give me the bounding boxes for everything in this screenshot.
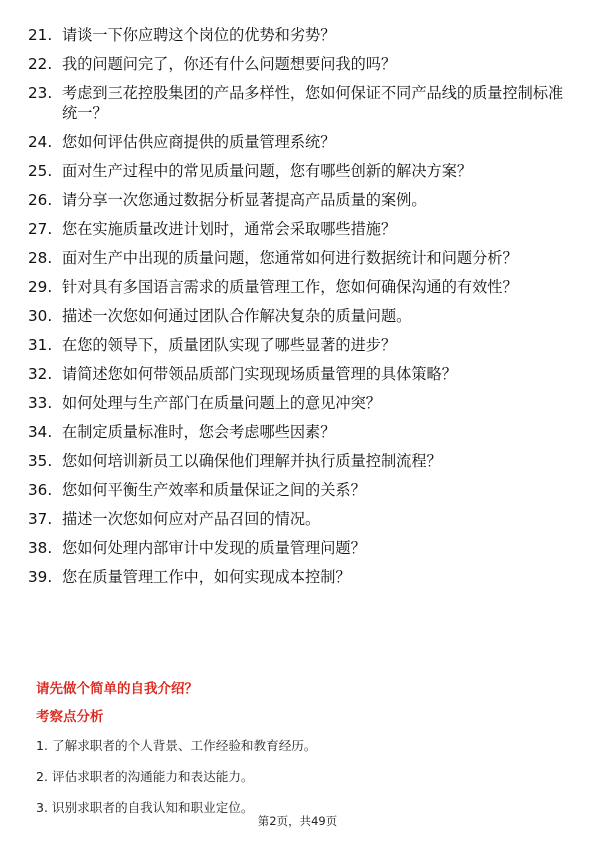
question-number: 22. — [28, 55, 53, 73]
question-number: 30. — [28, 307, 53, 325]
analysis-section — [36, 680, 566, 830]
question-item — [28, 364, 568, 384]
question-item — [28, 306, 568, 326]
question-number: 38. — [28, 539, 53, 557]
question-text: 您如何评估供应商提供的质量管理系统？ — [62, 133, 336, 151]
question-text: 您在质量管理工作中，如何实现成本控制？ — [62, 568, 351, 586]
section-subtitle: 考察点分析 — [36, 709, 104, 725]
question-item — [28, 219, 568, 239]
question-number: 28. — [28, 249, 53, 267]
question-text: 针对具有多国语言需求的质量管理工作，您如何确保沟通的有效性？ — [62, 278, 518, 296]
question-item — [28, 248, 568, 268]
question-number: 34. — [28, 423, 53, 441]
question-number: 29. — [28, 278, 53, 296]
question-number: 35. — [28, 452, 53, 470]
question-item — [28, 25, 568, 45]
question-item — [28, 335, 568, 355]
question-number: 27. — [28, 220, 53, 238]
question-text: 您如何平衡生产效率和质量保证之间的关系？ — [62, 481, 366, 499]
question-number: 37. — [28, 510, 53, 528]
question-item — [28, 190, 568, 210]
question-item — [28, 393, 568, 413]
question-item — [28, 132, 568, 152]
question-number: 32. — [28, 365, 53, 383]
question-number: 24. — [28, 133, 53, 151]
question-number: 26. — [28, 191, 53, 209]
question-text: 请简述您如何带领品质部门实现现场质量管理的具体策略？ — [62, 365, 457, 383]
question-text: 您如何培训新员工以确保他们理解并执行质量控制流程？ — [62, 452, 442, 470]
question-text: 在制定质量标准时，您会考虑哪些因素？ — [62, 423, 336, 441]
question-number: 36. — [28, 481, 53, 499]
question-number: 21. — [28, 26, 53, 44]
analysis-point: 2. 评估求职者的沟通能力和表达能力。 — [36, 769, 254, 784]
question-text: 描述一次您如何通过团队合作解决复杂的质量问题。 — [62, 307, 412, 325]
question-text: 面对生产过程中的常见质量问题，您有哪些创新的解决方案？ — [62, 162, 473, 180]
question-number: 25. — [28, 162, 53, 180]
question-text: 描述一次您如何应对产品召回的情况。 — [62, 510, 321, 528]
question-number: 31. — [28, 336, 53, 354]
question-item — [28, 83, 568, 123]
question-text: 面对生产中出现的质量问题，您通常如何进行数据统计和问题分析？ — [62, 249, 518, 267]
question-list — [28, 25, 568, 596]
question-text: 您如何处理内部审计中发现的质量管理问题？ — [62, 539, 366, 557]
question-text: 在您的领导下，质量团队实现了哪些显著的进步？ — [62, 336, 397, 354]
question-item — [28, 509, 568, 529]
question-text: 您在实施质量改进计划时，通常会采取哪些措施？ — [62, 220, 397, 238]
question-item — [28, 422, 568, 442]
question-number: 33. — [28, 394, 53, 412]
question-item — [28, 451, 568, 471]
page-number: 第2页，共49页 — [257, 814, 338, 828]
question-number: 23. — [28, 84, 53, 102]
analysis-point: 3. 识别求职者的自我认知和职业定位。 — [36, 800, 254, 815]
question-item — [28, 161, 568, 181]
question-text: 请分享一次您通过数据分析显著提高产品质量的案例。 — [62, 191, 427, 209]
question-text: 我的问题问完了，你还有什么问题想要问我的吗？ — [62, 55, 397, 73]
question-text: 请谈一下你应聘这个岗位的优势和劣势？ — [62, 26, 336, 44]
question-text: 考虑到三花控股集团的产品多样性，您如何保证不同产品线的质量控制标准统一？ — [62, 84, 564, 122]
question-item — [28, 277, 568, 297]
analysis-point: 1. 了解求职者的个人背景、工作经验和教育经历。 — [36, 738, 317, 753]
question-item — [28, 480, 568, 500]
question-item — [28, 54, 568, 74]
question-text: 如何处理与生产部门在质量问题上的意见冲突？ — [62, 394, 381, 412]
question-item — [28, 538, 568, 558]
question-number: 39. — [28, 568, 53, 586]
question-item — [28, 567, 568, 587]
section-title: 请先做个简单的自我介绍？ — [36, 681, 198, 697]
